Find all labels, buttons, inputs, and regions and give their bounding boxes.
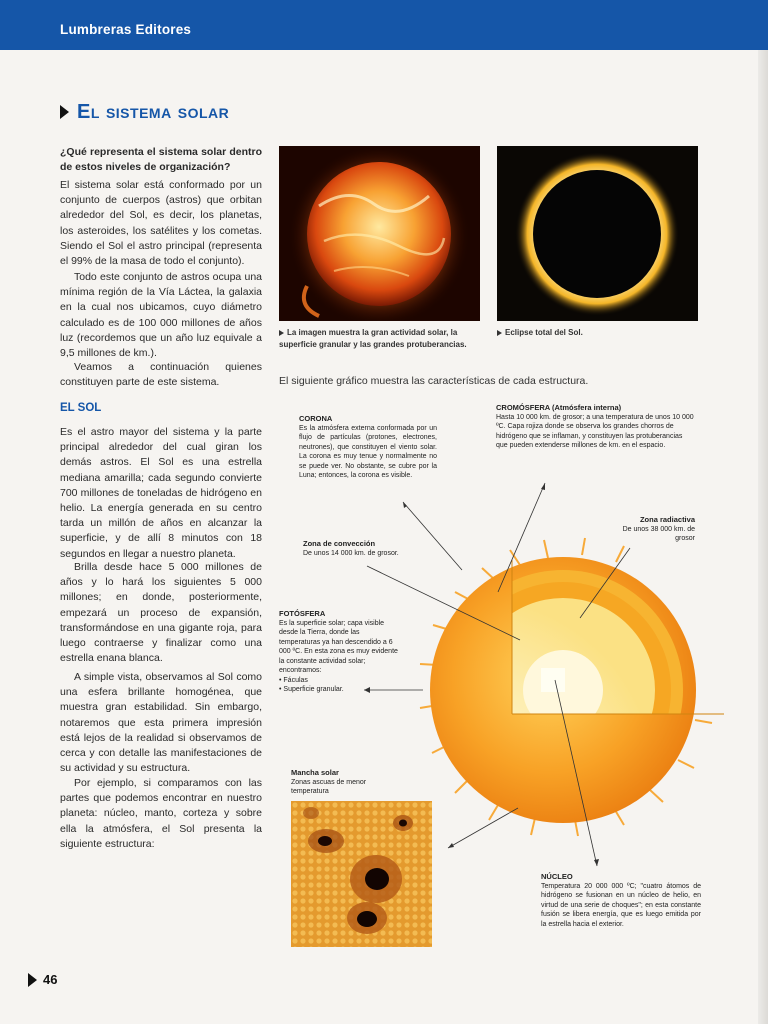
page-number: 46 (43, 972, 58, 987)
sunspot-photo (291, 801, 432, 947)
section-question: ¿Qué representa el sistema solar dentro de estos niveles de organización? (60, 146, 262, 173)
label-cromosfera (496, 403, 696, 451)
fotosfera-list-item: • Superficie granular. (279, 686, 344, 693)
label-nucleo-title: NÚCLEO (541, 872, 573, 881)
sun-core (541, 668, 565, 692)
paragraph-intro: El sistema solar está conformado por un conjunto de cuerpos (astros) que orbitan alrededor del Sol, es decir, los planetas, los asteroides, los satélites y los cometas. Siendo el Sol el astro principal (representa el 99% de la masa de todo el conjunto). (60, 179, 262, 268)
eclipse-photo-caption (497, 327, 697, 339)
label-corona-title: CORONA (299, 414, 333, 423)
publisher-name: Lumbreras Editores (60, 22, 192, 37)
label-fotosfera (279, 609, 399, 695)
label-fotosfera-title: FOTÓSFERA (279, 609, 326, 618)
chapter-title: El sistema solar (77, 100, 230, 123)
sun-cutaway (443, 570, 683, 810)
label-mancha-solar-title: Mancha solar (291, 768, 339, 777)
label-mancha-solar (291, 768, 391, 797)
solar-eclipse-photo (497, 146, 698, 321)
sun-prominence-rays (420, 538, 712, 836)
label-mancha-solar-text: Zonas ascuas de menor temperatura (291, 778, 367, 795)
label-fotosfera-text: Es la superficie solar; capa visible desde la Tierra, donde las temperaturas ya han descendido a 6 000 ºC. En esta zona es muy evidente la constante actividad solar; encontramos: (279, 619, 398, 674)
caption-triangle-icon (497, 330, 502, 336)
label-zona-conveccion-title: Zona de convección (303, 539, 376, 548)
sun-sphere (430, 557, 696, 823)
label-nucleo-text: Temperatura 20 000 000 ºC; "cuatro átomos de hidrógeno se fusionan en un núcleo de helio, en virtud de una serie de choques"; en esta constante fusión se libera energía, que es luego emitida por la estrella hacia el exterior. (541, 882, 701, 928)
paragraph-transition: Veamos a continuación quienes constituyen parte de este sistema. (60, 361, 262, 389)
publisher-header-bar (0, 0, 768, 50)
eclipse-photo-caption-text: Eclipse total del Sol. (505, 328, 583, 337)
graphic-intro-text: El siguiente gráfico muestra las características de cada estructura. (279, 375, 589, 387)
label-cromosfera-title: CROMÓSFERA (Atmósfera interna) (496, 403, 622, 412)
sun-photo-caption (279, 327, 489, 350)
label-zona-radiactiva-title: Zona radiactiva (639, 515, 695, 524)
section-heading-sol: EL SOL (60, 402, 102, 414)
paragraph-sun-description: Es el astro mayor del sistema y la parte principal alrededor del cual giran los demás astros. El Sol es una estrella mediana amarilla; cada segundo convierte 700 millones de toneladas de hidrógeno en helio. La energía generada en su centro tarda un millón de años en alcanzar la superficie, y de allí 8 minutos con 18 segundos en llegar a nuestro planeta. (60, 426, 262, 560)
label-corona-text: Es la atmósfera externa conformada por un flujo de partículas (protones, electrones, neutrones), que constituyen el viento solar. La corona es muy tenue y normalmente no se puede ver. No obstante, se cubre por la Luna; entonces, la corona es visible. (299, 424, 437, 479)
paragraph-sun-evolution: Brilla desde hace 5 000 millones de años y lo hará los siguientes 5 000 millones; en donde, posteriormente, empezará un proceso de expansión, transformándose en una gigante roja, para luego contraerse y finalizar como una estrella enana blanca. (60, 561, 262, 665)
chapter-heading (60, 100, 229, 124)
page-edge (758, 50, 768, 1024)
caption-triangle-icon (279, 330, 284, 336)
fotosfera-list-item: • Fáculas (279, 676, 308, 684)
label-zona-radiactiva-text: De unos 38 000 km. de grosor (622, 525, 695, 542)
triangle-bullet-icon (60, 105, 69, 119)
label-zona-conveccion-text: De unos 14 000 km. de grosor. (303, 549, 399, 557)
sun-activity-photo (279, 146, 480, 321)
label-zona-conveccion (303, 539, 403, 558)
fotosfera-list-item-text: Fáculas (283, 676, 308, 684)
label-cromosfera-text: Hasta 10 000 km. de grosor; a una temperatura de unos 10 000 ºC. Capa rojiza donde se observa los grandes chorros de hidrógeno que se inflaman, y constituyen las protuberancias que pueden extenderse millones de km. en el espacio. (496, 413, 694, 449)
paragraph-galaxy: Todo este conjunto de astros ocupa una mínima región de la Vía Láctea, la galaxia en la cual nos ubicamos, cuyo diámetro calculado es de 100 000 millones de años luz (recordemos que un año luz equivale a 9,5 millones de km.). (60, 271, 262, 360)
fotosfera-list-item-text: Superficie granular. (283, 686, 344, 693)
paragraph-sun-structure: Por ejemplo, si comparamos con las partes que podemos encontrar en nuestro planeta: núcleo, manto, corteza y sobre ella la atmósfera, el Sol presenta la siguiente estructura: (60, 777, 262, 850)
page-footer (28, 972, 57, 987)
label-corona (299, 414, 437, 481)
label-nucleo (541, 872, 701, 929)
triangle-bullet-icon (28, 973, 37, 987)
paragraph-sun-observation: A simple vista, observamos al Sol como una esfera brillante homogénea, que muestra gran estabilidad. Sin embargo, notaremos que esta primera impresión está lejos de la realidad si observamos de cerca y con detalle las manifestaciones de su actividad y su estructura. (60, 671, 262, 775)
label-zona-radiactiva (603, 515, 695, 544)
sun-photo-caption-text: La imagen muestra la gran actividad solar, la superficie granular y las grandes protuberancias. (279, 328, 467, 349)
